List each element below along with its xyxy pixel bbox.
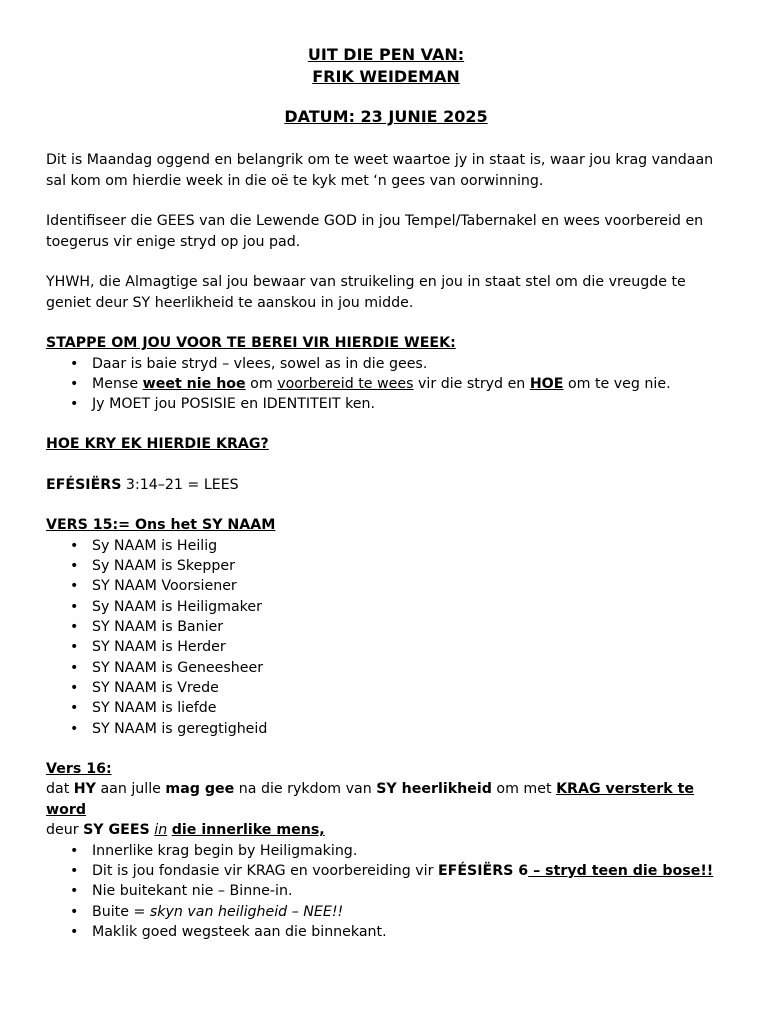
list-item: • Nie buitekant nie – Binne-in. (46, 881, 726, 901)
list-item: • Sy NAAM is Skepper (46, 556, 726, 576)
vers15-heading: VERS 15:= Ons het SY NAAM (46, 517, 276, 534)
list-item: • Sy NAAM is Heiligmaker (46, 597, 726, 617)
list-item: • SY NAAM Voorsiener (46, 576, 726, 596)
list-item: • SY NAAM is Banier (46, 617, 726, 637)
author-heading-line2: FRIK WEIDEMAN (312, 67, 460, 86)
list-item: • Mense weet nie hoe om voorbereid te wees vir die stryd en HOE om te veg nie. (46, 374, 726, 394)
scripture-reference: EFÉSIËRS 3:14–21 = LEES (46, 476, 239, 493)
intro-paragraph-1: Dit is Maandag oggend en belangrik om te weet waartoe jy in staat is, waar jou krag vandaan sal kom om hierdie week in die oë te kyk met ‘n gees van oorwinning. (46, 152, 714, 189)
steps-list (46, 354, 726, 415)
list-item: • Jy MOET jou POSISIE en IDENTITEIT ken. (46, 394, 726, 414)
vers15-list (46, 536, 726, 739)
intro-paragraph-2: Identifiseer die GEES van die Lewende GOD in jou Tempel/Tabernakel en wees voorbereid en toegerus vir enige stryd op jou pad. (46, 213, 704, 250)
vers16-paragraph: dat HY aan julle mag gee na die rykdom van SY heerlikheid om met KRAG versterk te word deur SY GEES in die innerlike mens, (46, 781, 695, 839)
document-page (46, 44, 726, 942)
list-item: • SY NAAM is Herder (46, 637, 726, 657)
list-item: • Dit is jou fondasie vir KRAG en voorbereiding vir EFÉSIËRS 6 – stryd teen die bose!! (46, 861, 726, 881)
list-item: • Innerlike krag begin by Heiligmaking. (46, 841, 726, 861)
emphasis-text: HOE (529, 375, 564, 392)
how-heading: HOE KRY EK HIERDIE KRAG? (46, 436, 269, 453)
list-item: • SY NAAM is Geneesheer (46, 658, 726, 678)
intro-paragraph-3: YHWH, die Almagtige sal jou bewaar van struikeling en jou in staat stel om die vreugde te geniet deur SY heerlikheid te aanskou in jou midde. (46, 274, 686, 311)
vers16-heading: Vers 16: (46, 760, 112, 777)
emphasis-text: voorbereid te wees (277, 375, 414, 392)
vers16-list (46, 841, 726, 942)
list-item: • Daar is baie stryd – vlees, sowel as in die gees. (46, 354, 726, 374)
author-heading-line1: UIT DIE PEN VAN: (307, 45, 465, 64)
date-heading: DATUM: 23 JUNIE 2025 (284, 107, 488, 126)
list-item: • Maklik goed wegsteek aan die binnekant. (46, 922, 726, 942)
emphasis-text: weet nie hoe (142, 375, 246, 392)
list-item: • SY NAAM is Vrede (46, 678, 726, 698)
list-item: • SY NAAM is liefde (46, 698, 726, 718)
steps-heading: STAPPE OM JOU VOOR TE BEREI VIR HIERDIE WEEK: (46, 335, 456, 351)
list-item: • SY NAAM is geregtigheid (46, 719, 726, 739)
list-item: • Buite = skyn van heiligheid – NEE!! (46, 902, 726, 922)
list-item: • Sy NAAM is Heilig (46, 536, 726, 556)
